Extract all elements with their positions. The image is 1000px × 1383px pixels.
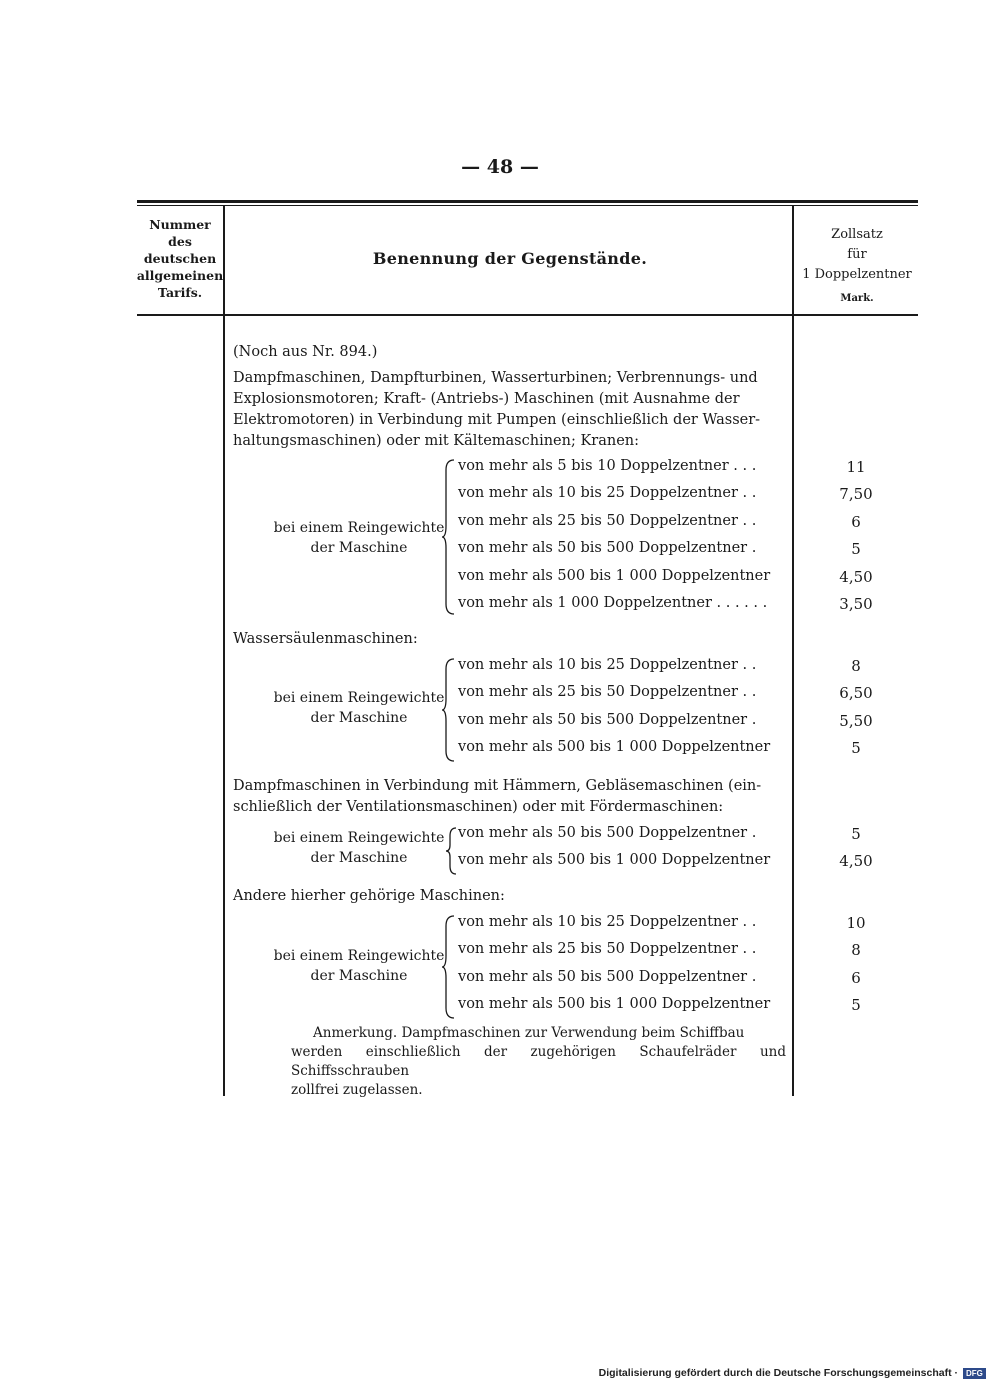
curly-brace	[442, 657, 456, 763]
duty-rate: 8	[851, 657, 861, 675]
condition-line: der Maschine	[310, 710, 408, 726]
weight-range-row: von mehr als 50 bis 500 Doppelzentner .	[458, 540, 757, 556]
weight-range-row: von mehr als 50 bis 500 Doppelzentner .	[458, 712, 757, 728]
weight-range-row: von mehr als 1 000 Doppelzentner . . . . . .	[458, 595, 768, 611]
weight-range-row: von mehr als 500 bis 1 000 Doppelzentner	[458, 568, 771, 584]
weight-range-row: von mehr als 25 bis 50 Doppelzentner . .	[458, 941, 757, 957]
header-left-line: deutschen	[143, 251, 217, 266]
section-title	[233, 886, 505, 907]
duty-rate: 5,50	[839, 712, 873, 730]
header-right-line: 1 Doppelzentner	[802, 267, 912, 282]
condition-line: der Maschine	[310, 968, 408, 984]
digitization-credit: Digitalisierung gefördert durch die Deutsche Forschungsgemeinschaft ·	[598, 1367, 958, 1379]
header-left-line: des	[168, 234, 192, 249]
section-title-line: Dampfmaschinen, Dampfturbinen, Wasserturbinen; Verbrennungs- und	[233, 370, 758, 386]
condition-line: bei einem Reingewichte	[273, 830, 445, 846]
weight-range-row: von mehr als 5 bis 10 Doppelzentner . . .	[458, 458, 757, 474]
section-title-line: schließlich der Ventilationsmaschinen) oder mit Fördermaschinen:	[233, 799, 724, 815]
weight-range-row: von mehr als 10 bis 25 Doppelzentner . .	[458, 914, 757, 930]
header-top-rule-thin	[137, 205, 918, 206]
footnote-line: werden einschließlich der zugehörigen Schaufelräder und Schiffsschrauben	[291, 1044, 786, 1079]
duty-rate: 5	[851, 540, 861, 558]
continuation-note: (Noch aus Nr. 894.)	[233, 344, 378, 360]
column-header-duty-rate	[796, 225, 918, 309]
duty-rate: 4,50	[839, 852, 873, 870]
weight-range-row: von mehr als 500 bis 1 000 Doppelzentner	[458, 996, 771, 1012]
weight-condition	[264, 688, 454, 728]
weight-range-row: von mehr als 500 bis 1 000 Doppelzentner	[458, 739, 771, 755]
header-right-line: für	[847, 247, 867, 262]
weight-range-row: von mehr als 50 bis 500 Doppelzentner .	[458, 825, 757, 841]
section-title-line: Wassersäulenmaschinen:	[233, 631, 418, 647]
dfg-logo: DFG	[963, 1368, 986, 1379]
footnote-line: zollfrei zugelassen.	[291, 1082, 423, 1098]
duty-rate: 8	[851, 941, 861, 959]
weight-range-row: von mehr als 10 bis 25 Doppelzentner . .	[458, 485, 757, 501]
header-left-line: allgemeinen	[136, 268, 224, 283]
duty-rate: 6	[851, 513, 861, 531]
section-title-line: Explosionsmotoren; Kraft- (Antriebs-) Maschinen (mit Ausnahme der	[233, 391, 740, 407]
header-top-rule	[137, 200, 918, 203]
duty-rate: 3,50	[839, 595, 873, 613]
header-left-line: Tarifs.	[157, 285, 203, 300]
section-title-line: haltungsmaschinen) oder mit Kältemaschinen; Kranen:	[233, 433, 640, 449]
column-divider-right	[792, 206, 794, 1096]
currency-unit: Mark.	[840, 293, 874, 304]
section-title-line: Elektromotoren) in Verbindung mit Pumpen (einschließlich der Wasser-	[233, 412, 761, 428]
curly-brace	[442, 458, 456, 616]
duty-rate: 11	[846, 458, 866, 476]
column-header-description: Benennung der Gegenstände.	[372, 249, 648, 268]
curly-brace	[446, 826, 458, 876]
section-title	[233, 368, 786, 452]
footnote	[291, 1024, 786, 1100]
duty-rate: 6	[851, 969, 861, 987]
section-title-line: Andere hierher gehörige Maschinen:	[233, 888, 505, 904]
weight-range-row: von mehr als 10 bis 25 Doppelzentner . .	[458, 657, 757, 673]
duty-rate: 4,50	[839, 568, 873, 586]
section-title	[233, 776, 786, 818]
weight-range-row: von mehr als 25 bis 50 Doppelzentner . .	[458, 513, 757, 529]
duty-rate: 5	[851, 996, 861, 1014]
weight-condition	[264, 946, 454, 986]
duty-rate: 5	[851, 739, 861, 757]
section-title-line: Dampfmaschinen in Verbindung mit Hämmern, Gebläsemaschinen (ein-	[233, 778, 762, 794]
weight-range-row: von mehr als 500 bis 1 000 Doppelzentner	[458, 852, 771, 868]
column-header-tariff-number	[136, 216, 224, 301]
duty-rate: 6,50	[839, 684, 873, 702]
condition-line: der Maschine	[310, 850, 408, 866]
header-bottom-rule	[137, 314, 918, 316]
condition-line: der Maschine	[310, 540, 408, 556]
footnote-line: Anmerkung. Dampfmaschinen zur Verwendung beim Schiffbau	[313, 1025, 745, 1041]
weight-range-row: von mehr als 25 bis 50 Doppelzentner . .	[458, 684, 757, 700]
condition-line: bei einem Reingewichte	[273, 690, 445, 706]
weight-range-row: von mehr als 50 bis 500 Doppelzentner .	[458, 969, 757, 985]
duty-rate: 5	[851, 825, 861, 843]
weight-condition	[264, 828, 454, 868]
weight-condition	[264, 518, 454, 558]
header-left-line: Nummer	[149, 217, 211, 232]
column-divider-left	[223, 206, 225, 1096]
curly-brace	[442, 914, 456, 1020]
duty-rate: 10	[846, 914, 866, 932]
condition-line: bei einem Reingewichte	[273, 520, 445, 536]
page-number: — 48 —	[461, 156, 539, 178]
condition-line: bei einem Reingewichte	[273, 948, 445, 964]
duty-rate: 7,50	[839, 485, 873, 503]
section-title	[233, 629, 418, 650]
header-right-line: Zollsatz	[831, 227, 883, 242]
